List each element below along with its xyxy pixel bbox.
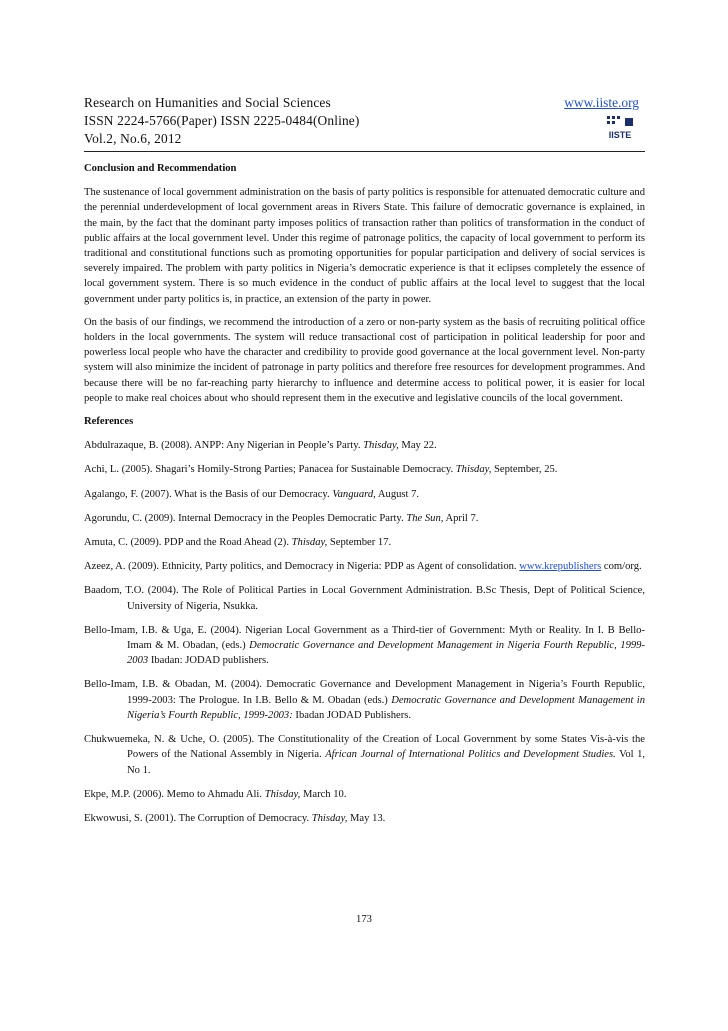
journal-header bbox=[84, 94, 645, 150]
reference-item bbox=[84, 811, 645, 826]
reference-text: Bello-Imam, I.B. & Uga, E. (2004). Nigerian Local Government as a Third-tier of Government: Myth or Reality. In I. B Bello-Imam & M. Obadan, (eds.) bbox=[84, 624, 645, 652]
reference-source: Democratic Governance and Development Management in Nigeria’s Fourth Republic, 1999-2003: bbox=[127, 694, 645, 721]
reference-text: Azeez, A. (2009). Ethnicity, Party politics, and Democracy in Nigeria: PDP as Agent of consolidation. bbox=[84, 561, 520, 573]
page bbox=[84, 94, 646, 824]
references-heading: References bbox=[84, 416, 134, 428]
issn-line: ISSN 2224-5766(Paper) ISSN 2225-0484(Online) bbox=[84, 113, 360, 128]
reference-item bbox=[84, 438, 645, 453]
reference-link[interactable]: www.krepublishers bbox=[519, 561, 602, 573]
reference-tail: March 10. bbox=[300, 788, 347, 800]
reference-source: Thisday, bbox=[455, 464, 492, 476]
volume-line: Vol.2, No.6, 2012 bbox=[84, 131, 182, 146]
journal-url-link[interactable]: www.iiste.org bbox=[564, 95, 639, 110]
reference-text: Baadom, T.O. (2004). The Role of Political Parties in Local Government Administration. B.Sc Thesis, Dept of Political Science, University of Nigeria, Nsukka. bbox=[84, 585, 645, 612]
reference-tail: com/org. bbox=[601, 561, 642, 573]
reference-item bbox=[84, 535, 645, 550]
header-rule bbox=[84, 151, 645, 152]
reference-item bbox=[84, 487, 645, 502]
reference-text: Ekpe, M.P. (2006). Memo to Ahmadu Ali. bbox=[84, 788, 265, 800]
reference-source: Thisday, bbox=[311, 812, 348, 824]
reference-item bbox=[84, 787, 645, 802]
reference-tail: September, 25. bbox=[491, 464, 558, 476]
reference-source: Thisday, bbox=[264, 788, 301, 800]
reference-source: Thisday, bbox=[363, 440, 399, 452]
conclusion-paragraph-2: On the basis of our findings, we recommend the introduction of a zero or non-party system as the basis of recruiting political office holders in the local governments. The system will reduce transactional cost of participation in political leadership for poor and powerless local people who have the character and credibility to provide good governance at the local government level. Non-party system will also minimize the incident of patronage in party politics and therefore free resources for development programmes. And because there will be no far-reaching party hierarchy to influence and determine access to political power, it is easier for local people to make real choices about who should represent them in the executive and legislative councils of the local government. bbox=[84, 316, 645, 404]
reference-tail: August 7. bbox=[375, 488, 420, 500]
conclusion-paragraph-1: The sustenance of local government administration on the basis of party politics is responsible for attenuated democratic culture and the perennial underdevelopment of local government areas in Rivers State. This failure of democratic governance is explained, in the main, by the fact that the dominant party imposes politics of transaction rather than politics of transformation in the conduct of public affairs at the local government level. Under this regime of patronage politics, the capacity of local government to perform its traditional and constitutional functions such as promoting opportunities for popular participation and delivery of social services is severely impaired. The problem with party politics in Nigeria’s democratic experience is that it eclipses completely the essence of local government system. There is so much evidence in the conduct of public affairs at the local level to suggest that the local government under party politics is, in practice, an extension of the party in power. bbox=[84, 187, 645, 305]
reference-text: Chukwuemeka, N. & Uche, O. (2005). The Constitutionality of the Creation of Local Government by some States Vis-à-vis the Powers of the National Assembly in Nigeria. bbox=[84, 734, 645, 761]
reference-tail: Ibadan: JODAD publishers. bbox=[148, 655, 269, 667]
reference-text: Abdulrazaque, B. (2008). ANPP: Any Nigerian in People’s Party. bbox=[84, 440, 364, 452]
reference-tail: Ibadan JODAD Publishers. bbox=[292, 709, 412, 721]
reference-item bbox=[84, 623, 645, 669]
reference-item bbox=[84, 583, 645, 613]
reference-source: The Sun, bbox=[406, 512, 444, 524]
reference-source: Democratic Governance and Development Management in Nigeria Fourth Republic, 1999-2003 bbox=[127, 640, 645, 667]
reference-tail: Vol 1, No 1. bbox=[127, 749, 646, 776]
page-number: 173 bbox=[356, 914, 372, 925]
reference-source: Vanguard, bbox=[332, 488, 376, 500]
reference-source: Thisday, bbox=[291, 537, 328, 549]
reference-tail: September 17. bbox=[327, 537, 392, 549]
reference-source: African Journal of International Politics and Development Studies. bbox=[325, 749, 616, 761]
reference-tail: May 22. bbox=[398, 440, 437, 452]
main-content bbox=[84, 161, 645, 835]
reference-item bbox=[84, 462, 645, 477]
iiste-logo-icon bbox=[605, 114, 635, 141]
reference-text: Ekwowusi, S. (2001). The Corruption of Democracy. bbox=[84, 812, 312, 824]
reference-text: Agorundu, C. (2009). Internal Democracy in the Peoples Democratic Party. bbox=[84, 512, 407, 524]
journal-url bbox=[564, 94, 639, 112]
reference-text: Achi, L. (2005). Shagari’s Homily-Strong Parties; Panacea for Sustainable Democracy. bbox=[84, 464, 456, 476]
reference-tail: May 13. bbox=[347, 812, 386, 824]
journal-title: Research on Humanities and Social Sciences bbox=[84, 95, 331, 110]
conclusion-heading: Conclusion and Recommendation bbox=[84, 163, 237, 174]
reference-text: Bello-Imam, I.B. & Obadan, M. (2004). Democratic Governance and Development Management in Nigeria’s Fourth Republic, 1999-2003: The Prologue. In I.B. Bello & M. Obadan (eds.) bbox=[84, 679, 645, 706]
reference-item bbox=[84, 511, 645, 526]
reference-item bbox=[84, 559, 645, 574]
reference-text: Amuta, C. (2009). PDP and the Road Ahead (2). bbox=[84, 537, 292, 549]
logo-text: IISTE bbox=[608, 130, 632, 140]
reference-list bbox=[84, 438, 645, 826]
reference-tail: April 7. bbox=[443, 512, 479, 524]
reference-text: Agalango, F. (2007). What is the Basis of our Democracy. bbox=[84, 488, 333, 500]
reference-item bbox=[84, 732, 645, 778]
reference-item bbox=[84, 677, 645, 723]
